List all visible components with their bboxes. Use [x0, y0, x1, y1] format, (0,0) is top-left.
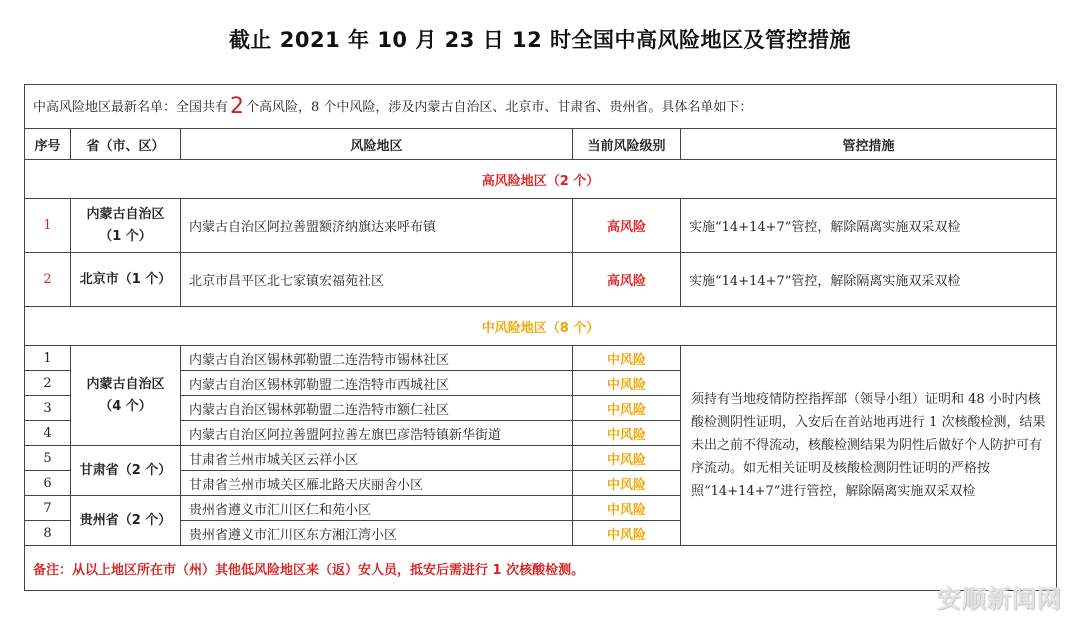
- header-level: 当前风险级别: [573, 129, 681, 160]
- row-area: 内蒙古自治区锡林郭勒盟二连浩特市西城社区: [181, 371, 573, 396]
- row-index: 8: [25, 521, 71, 546]
- header-index: 序号: [25, 129, 71, 160]
- table-row: [25, 199, 1057, 253]
- row-level: 中风险: [573, 421, 681, 446]
- watermark-logo: 安顺新闻网: [937, 585, 1062, 613]
- row-level: 中风险: [573, 446, 681, 471]
- row-level: 中风险: [573, 521, 681, 546]
- row-province: 贵州省（2 个）: [71, 496, 181, 546]
- province-count: （4 个）: [99, 398, 152, 414]
- row-area: 内蒙古自治区阿拉善盟阿拉善左旗巴彦浩特镇新华街道: [181, 421, 573, 446]
- row-province: [71, 346, 181, 446]
- header-area: 风险地区: [181, 129, 573, 160]
- intro-prefix: 中高风险地区最新名单：全国共有: [33, 100, 229, 115]
- mid-section-row: [25, 307, 1057, 346]
- row-province: 甘肃省（2 个）: [71, 446, 181, 496]
- note-text: 备注：从以上地区所在市（州）其他低风险地区来（返）安人员，抵安后需进行 1 次核酸检测。: [25, 546, 1057, 591]
- row-level: 中风险: [573, 396, 681, 421]
- row-measures: 实施“14+14+7”管控，解除隔离实施双采双检: [681, 199, 1057, 253]
- row-level: 中风险: [573, 496, 681, 521]
- row-index: 2: [25, 371, 71, 396]
- row-area: 内蒙古自治区锡林郭勒盟二连浩特市额仁社区: [181, 396, 573, 421]
- table-row: [25, 346, 1057, 371]
- row-area: 甘肃省兰州市城关区雁北路天庆丽舍小区: [181, 471, 573, 496]
- mid-section-title: 中风险地区（8 个）: [25, 307, 1057, 346]
- row-index: 1: [25, 346, 71, 371]
- row-province: 北京市（1 个）: [71, 253, 181, 307]
- province-count: （1 个）: [99, 228, 152, 244]
- header-row: [25, 129, 1057, 160]
- row-index: 7: [25, 496, 71, 521]
- row-level: 高风险: [573, 199, 681, 253]
- intro-text: [25, 85, 1057, 129]
- row-area: 甘肃省兰州市城关区云祥小区: [181, 446, 573, 471]
- row-level: 中风险: [573, 346, 681, 371]
- row-level: 高风险: [573, 253, 681, 307]
- row-index: 2: [25, 253, 71, 307]
- high-risk-count: 2: [230, 94, 245, 119]
- row-level: 中风险: [573, 371, 681, 396]
- header-province: 省（市、区）: [71, 129, 181, 160]
- province-name: 内蒙古自治区: [86, 376, 165, 392]
- row-index: 1: [25, 199, 71, 253]
- row-level: 中风险: [573, 471, 681, 496]
- row-index: 5: [25, 446, 71, 471]
- row-area: 内蒙古自治区锡林郭勒盟二连浩特市锡林社区: [181, 346, 573, 371]
- header-measures: 管控措施: [681, 129, 1057, 160]
- row-province: [71, 199, 181, 253]
- row-index: 6: [25, 471, 71, 496]
- province-name: 内蒙古自治区: [86, 206, 165, 222]
- high-section-title: 高风险地区（2 个）: [25, 160, 1057, 199]
- page-title: 截止 2021 年 10 月 23 日 12 时全国中高风险地区及管控措施: [228, 28, 852, 52]
- row-area: 贵州省遵义市汇川区仁和苑小区: [181, 496, 573, 521]
- intro-suffix: 个高风险，8 个中风险，涉及内蒙古自治区、北京市、甘肃省、贵州省。具体名单如下：: [246, 100, 753, 115]
- high-section-row: [25, 160, 1057, 199]
- row-area: 贵州省遵义市汇川区东方湘江湾小区: [181, 521, 573, 546]
- row-area: 内蒙古自治区阿拉善盟额济纳旗达来呼布镇: [181, 199, 573, 253]
- table-row: [25, 253, 1057, 307]
- intro-row: [25, 85, 1057, 129]
- row-index: 4: [25, 421, 71, 446]
- risk-area-table: [24, 84, 1057, 591]
- row-area: 北京市昌平区北七家镇宏福苑社区: [181, 253, 573, 307]
- note-row: [25, 546, 1057, 591]
- mid-measures: 须持有当地疫情防控指挥部（领导小组）证明和 48 小时内核酸检测阴性证明，入安后在首站地再进行 1 次核酸检测，结果未出之前不得流动，核酸检测结果为阴性后做好个人防护可有序流动。如无相关证明及核酸检测阴性证明的严格按照“14+14+7”进行管控，解除隔离实施双采双检: [681, 346, 1057, 546]
- row-measures: 实施“14+14+7”管控，解除隔离实施双采双检: [681, 253, 1057, 307]
- row-index: 3: [25, 396, 71, 421]
